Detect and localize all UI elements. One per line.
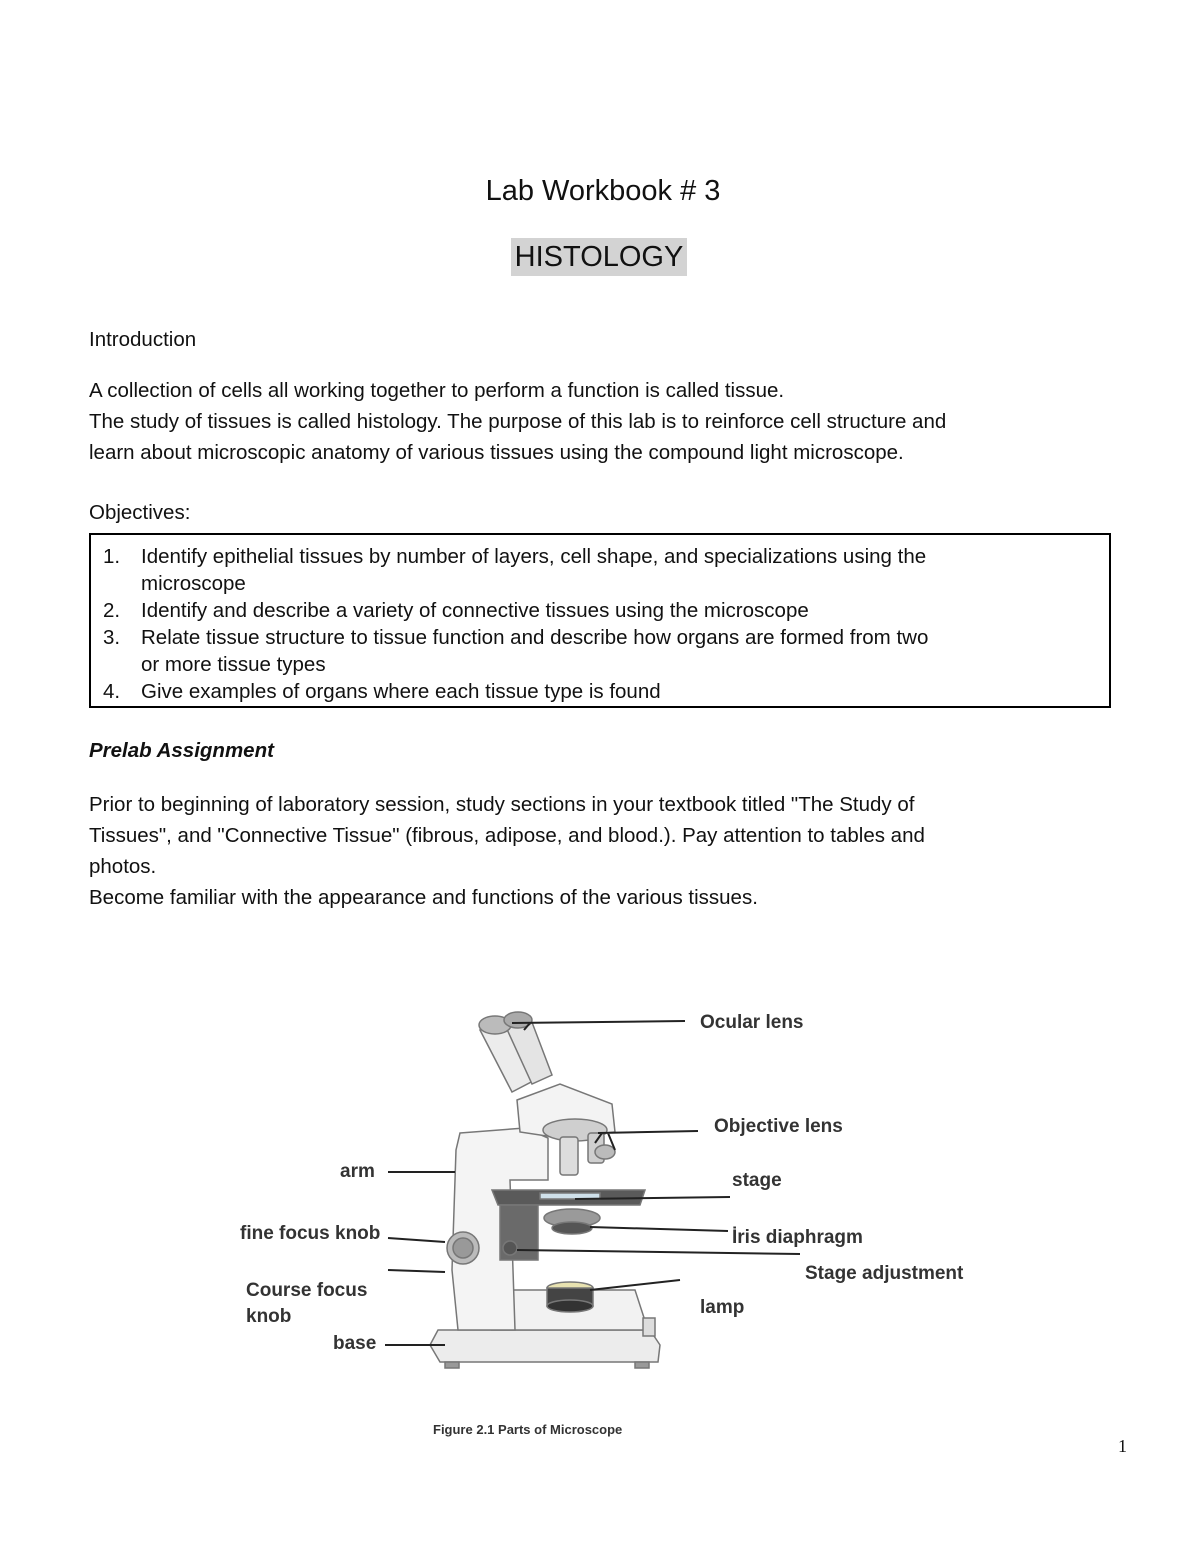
label-ocular-lens: Ocular lens bbox=[700, 1012, 804, 1033]
objective-item bbox=[103, 678, 661, 705]
objective-number: 3. bbox=[103, 626, 121, 649]
intro-line-3: learn about microscopic anatomy of various tissues using the compound light microscope. bbox=[89, 441, 904, 464]
label-course-focus: Course focus bbox=[246, 1280, 368, 1301]
objective-text: Give examples of organs where each tissue type is found bbox=[141, 680, 661, 703]
intro-line-1: A collection of cells all working together to perform a function is called tissue. bbox=[89, 379, 785, 402]
prelab-line-3: photos. bbox=[89, 855, 157, 878]
objective-number: 4. bbox=[103, 680, 121, 703]
label-course-focus-knob: knob bbox=[246, 1306, 292, 1327]
objective-number: 1. bbox=[103, 545, 121, 568]
label-iris-diaphragm: İris diaphragm bbox=[732, 1227, 863, 1248]
objective-item bbox=[103, 624, 928, 651]
prelab-line-1: Prior to beginning of laboratory session, study sections in your textbook titled "The Study of bbox=[89, 793, 915, 816]
objective-text-continued: or more tissue types bbox=[141, 653, 326, 676]
objective-item bbox=[103, 543, 926, 570]
figure-caption: Figure 2.1 Parts of Microscope bbox=[433, 1422, 623, 1437]
label-objective-lens: Objective lens bbox=[714, 1116, 843, 1137]
prelab-line-4: Become familiar with the appearance and functions of the various tissues. bbox=[89, 886, 758, 909]
objective-text-continued: microscope bbox=[141, 572, 246, 595]
label-stage-adjustment: Stage adjustment bbox=[805, 1263, 964, 1284]
objective-item bbox=[103, 597, 809, 624]
label-stage: stage bbox=[732, 1170, 782, 1191]
page-subtitle: HISTOLOGY bbox=[511, 238, 688, 276]
subtitle-wrap bbox=[0, 238, 1198, 276]
microscope-illustration bbox=[430, 1012, 660, 1368]
objectives-box bbox=[89, 533, 1111, 708]
label-base: base bbox=[333, 1333, 377, 1354]
prelab-line-2: Tissues", and "Connective Tissue" (fibrous, adipose, and blood.). Pay attention to tables and bbox=[89, 824, 925, 847]
intro-heading: Introduction bbox=[89, 328, 197, 351]
label-fine-focus-knob: fine focus knob bbox=[240, 1223, 381, 1244]
objective-text: Identify and describe a variety of connective tissues using the microscope bbox=[141, 599, 809, 622]
label-arm: arm bbox=[340, 1161, 375, 1182]
objective-number: 2. bbox=[103, 599, 121, 622]
microscope-figure bbox=[230, 1000, 990, 1440]
page-number: 1 bbox=[1118, 1436, 1127, 1456]
intro-line-2: The study of tissues is called histology. The purpose of this lab is to reinforce cell structure and bbox=[89, 410, 947, 433]
objective-text: Relate tissue structure to tissue function and describe how organs are formed from two bbox=[141, 626, 929, 649]
objectives-heading: Objectives: bbox=[89, 501, 191, 524]
prelab-heading: Prelab Assignment bbox=[89, 739, 274, 762]
objective-text: Identify epithelial tissues by number of layers, cell shape, and specializations using the bbox=[141, 545, 927, 568]
page-title: Lab Workbook # 3 bbox=[485, 175, 721, 207]
label-lamp: lamp bbox=[700, 1297, 745, 1318]
figure-labels bbox=[240, 1012, 964, 1437]
